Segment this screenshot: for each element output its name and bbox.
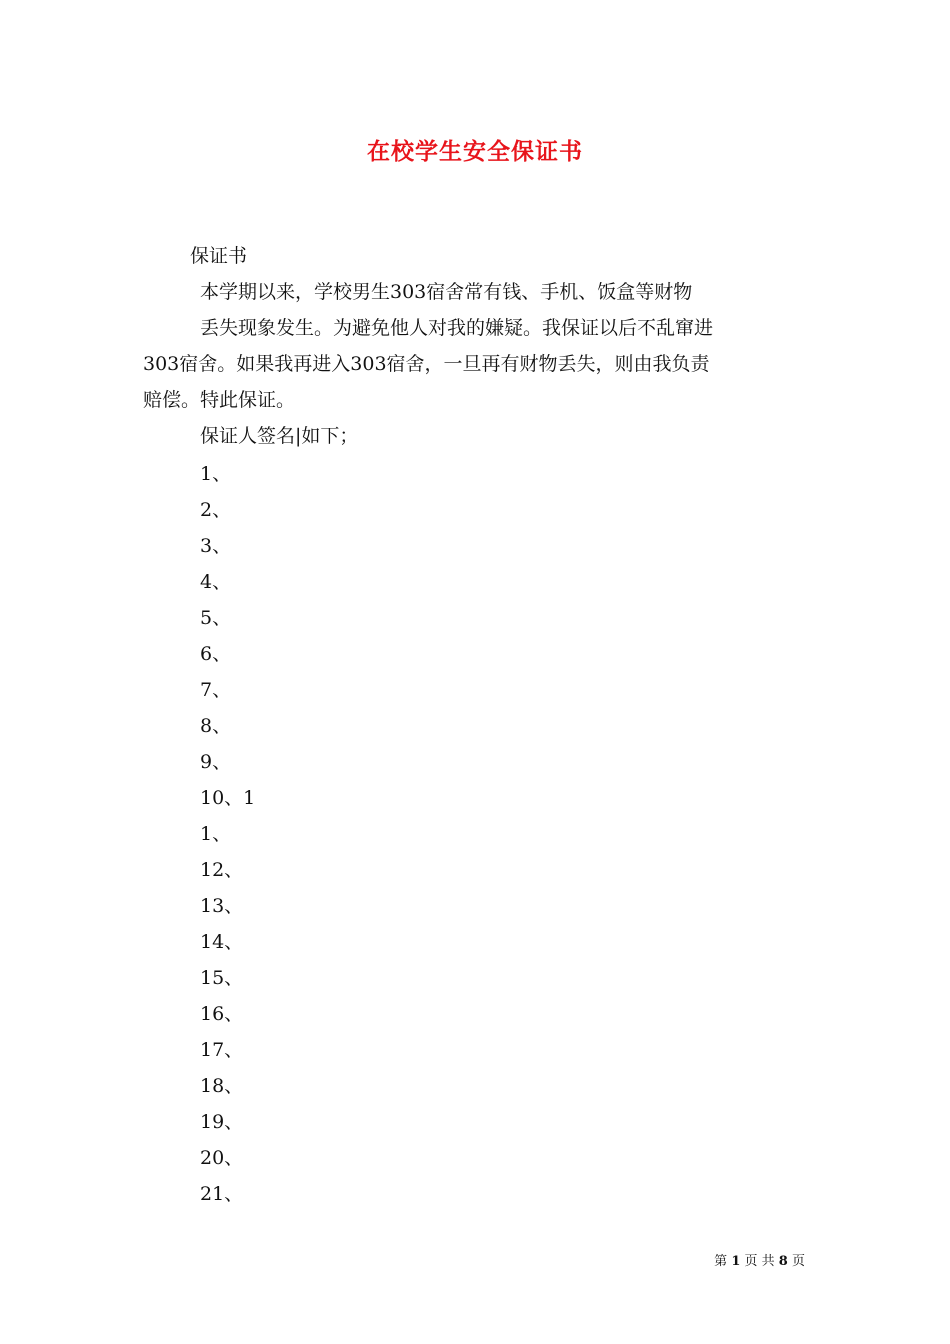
footer-total-pages: 8 bbox=[778, 1254, 788, 1269]
signature-line: 18、 bbox=[200, 1075, 244, 1097]
signature-line: 3、 bbox=[200, 535, 232, 557]
signature-line: 9、 bbox=[200, 751, 232, 773]
signature-line: 8、 bbox=[200, 715, 232, 737]
signature-line: 12、 bbox=[200, 859, 244, 881]
body-line-2: 丢失现象发生。为避免他人对我的嫌疑。我保证以后不乱窜进 bbox=[200, 317, 714, 339]
body-line-3: 303宿舍。如果我再进入303宿舍，一旦再有财物丢失，则由我负责 bbox=[143, 353, 710, 375]
signature-line: 4、 bbox=[200, 571, 232, 593]
signature-line: 1、 bbox=[200, 463, 232, 485]
signature-line: 10、1 bbox=[200, 787, 256, 809]
signature-intro: 保证人签名|如下； bbox=[200, 425, 359, 447]
document-title: 在校学生安全保证书 bbox=[367, 138, 583, 165]
signature-line: 1、 bbox=[200, 823, 232, 845]
footer-current-page: 1 bbox=[731, 1254, 741, 1269]
body-line-1: 本学期以来，学校男生303宿舍常有钱、手机、饭盒等财物 bbox=[200, 281, 693, 303]
signature-line: 17、 bbox=[200, 1039, 244, 1061]
signature-line: 21、 bbox=[200, 1183, 244, 1205]
signature-line: 2、 bbox=[200, 499, 232, 521]
signature-line: 13、 bbox=[200, 895, 244, 917]
signature-line: 6、 bbox=[200, 643, 232, 665]
body-line-4: 赔偿。特此保证。 bbox=[143, 389, 296, 411]
signature-line: 16、 bbox=[200, 1003, 244, 1025]
footer-suffix: 页 bbox=[791, 1254, 805, 1269]
page-footer bbox=[714, 1250, 805, 1269]
document-heading: 保证书 bbox=[190, 245, 248, 267]
signature-line: 15、 bbox=[200, 967, 244, 989]
signature-line: 7、 bbox=[200, 679, 232, 701]
signature-line: 20、 bbox=[200, 1147, 244, 1169]
footer-middle: 页 共 bbox=[744, 1254, 775, 1269]
signature-line: 5、 bbox=[200, 607, 232, 629]
footer-prefix: 第 bbox=[714, 1254, 728, 1269]
signature-list bbox=[200, 461, 255, 1217]
signature-line: 19、 bbox=[200, 1111, 244, 1133]
signature-line: 14、 bbox=[200, 931, 244, 953]
